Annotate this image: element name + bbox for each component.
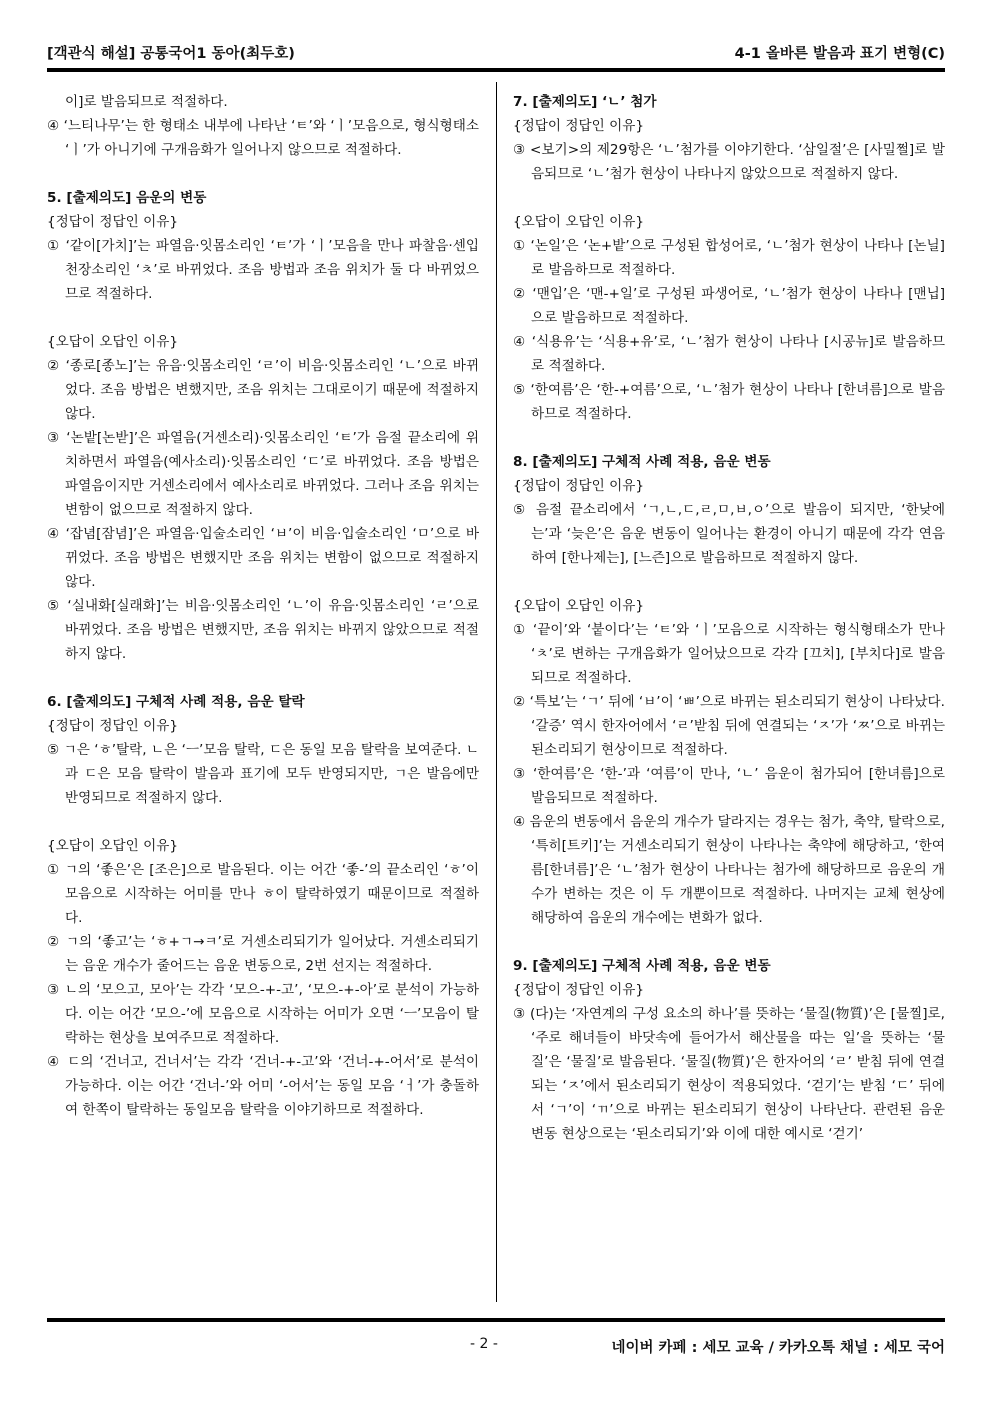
left-column: [47, 90, 479, 1146]
q5-wrong-item: ④ ‘잡념[잠념]’은 파열음·입술소리인 ‘ㅂ’이 비음·입술소리인 ‘ㅁ’으로 바뀌었다. 조음 방법은 변했지만 조음 위치는 변함이 없으므로 적절하지 않다.: [47, 526, 479, 590]
q7-correct-label: {정답이 정답인 이유}: [513, 118, 644, 134]
q8-wrong-label: {오답이 오답인 이유}: [513, 598, 644, 614]
q5-wrong-label: {오답이 오답인 이유}: [47, 334, 178, 350]
q6-wrong-item: ④ ㄷ의 ‘건너고, 건너서’는 각각 ‘건너-+-고’와 ‘건너-+-어서’로 분석이 가능하다. 이는 어간 ‘건너-’와 어미 ‘-어서’는 동일 모음 ‘ㅓ’가 충돌하여 한쪽이 탈락하는 동일모음 탈락을 이야기하므로 적절하다.: [47, 1054, 479, 1118]
q6-section: [47, 690, 479, 810]
q4-continued-text: 이]로 발음되므로 적절하다.: [65, 94, 228, 110]
q7-wrong-section: [513, 210, 945, 426]
header-rule: [47, 68, 945, 72]
q5-wrong-item: ⑤ ‘실내화[실래화]’는 비음·잇몸소리인 ‘ㄴ’이 유음·잇몸소리인 ‘ㄹ’으로 바뀌었다. 조음 방법은 변했지만, 조음 위치는 바뀌지 않았으므로 적절하지 않다.: [47, 598, 479, 662]
q6-wrong-item: ① ㄱ의 ‘좋은’은 [조은]으로 발음된다. 이는 어간 ‘좋-’의 끝소리인 ‘ㅎ’이 모음으로 시작하는 어미를 만나 ㅎ이 탈락하였기 때문이므로 적절하다.: [47, 862, 479, 926]
q5-section: [47, 186, 479, 306]
q6-wrong-item: ③ ㄴ의 ‘모으고, 모아’는 각각 ‘모으-+-고’, ‘모으-+-아’로 분석이 가능하다. 이는 어간 ‘모으-’에 모음으로 시작하는 어미가 오면 ‘ㅡ’모음이 탈락하는 현상을 보여주므로 적절하다.: [47, 982, 479, 1046]
q6-wrong-section: [47, 834, 479, 1122]
q9-title: 9. [출제의도] 구체적 사례 적용, 음운 변동: [513, 958, 771, 974]
q5-correct-label: {정답이 정답인 이유}: [47, 214, 178, 230]
q6-wrong-label: {오답이 오답인 이유}: [47, 838, 178, 854]
q7-wrong-item: ② ‘맨입’은 ‘맨-+일’로 구성된 파생어로, ‘ㄴ’첨가 현상이 나타나 [맨닙]으로 발음하므로 적절하다.: [513, 286, 945, 326]
q7-wrong-item: ④ ‘식용유’는 ‘식용+유’로, ‘ㄴ’첨가 현상이 나타나 [시공뉴]로 발음하므로 적절하다.: [513, 334, 945, 374]
q8-correct-label: {정답이 정답인 이유}: [513, 478, 644, 494]
q8-correct-item: ⑤ 음절 끝소리에서 ‘ㄱ,ㄴ,ㄷ,ㄹ,ㅁ,ㅂ,ㅇ’으로 발음이 되지만, ‘한낮에는’과 ‘늦은’은 음운 변동이 일어나는 환경이 아니기 때문에 각각 연음하여 [한나제는], [느즌]으로 발음하므로 적절하지 않다.: [513, 502, 945, 566]
header-unit: 4-1 올바른 발음과 표기 변형(C): [734, 46, 945, 62]
q7-correct-item: ③ <보기>의 제29항은 ‘ㄴ’첨가를 이야기한다. ‘삼일절’은 [사밀쩔]로 발음되므로 ‘ㄴ’첨가 현상이 나타나지 않았으므로 적절하지 않다.: [513, 142, 945, 182]
q6-wrong-item: ② ㄱ의 ‘좋고’는 ‘ㅎ+ㄱ→ㅋ’로 거센소리되기가 일어났다. 거센소리되기는 음운 개수가 줄어드는 음운 변동으로, 2번 선지는 적절하다.: [47, 934, 479, 974]
q8-section: [513, 450, 945, 570]
q7-title: 7. [출제의도] ‘ㄴ’ 첨가: [513, 94, 657, 110]
q7-section: [513, 90, 945, 186]
column-divider: [496, 82, 497, 1302]
q4-continuation: [47, 90, 479, 162]
q6-correct-label: {정답이 정답인 이유}: [47, 718, 178, 734]
q7-wrong-item: ① ‘논일’은 ‘논+밭’으로 구성된 합성어로, ‘ㄴ’첨가 현상이 나타나 [논닐]로 발음하므로 적절하다.: [513, 238, 945, 278]
q5-wrong-item: ③ ‘논밭[논받]’은 파열음(거센소리)·잇몸소리인 ‘ㅌ’가 음절 끝소리에 위치하면서 파열음(예사소리)·잇몸소리인 ‘ㄷ’로 바뀌었다. 조음 방법은 파열음이지만 거센소리에서 예사소리로 바뀌었다. 그러나 조음 위치는 변함이 없으므로 적절하지 않다.: [47, 430, 479, 518]
q8-wrong-item: ③ ‘한여름’은 ‘한-’과 ‘여름’이 만나, ‘ㄴ’ 음운이 첨가되어 [한녀름]으로 발음되므로 적절하다.: [513, 766, 945, 806]
footer-channel-info: 네이버 카페 : 세모 교육 / 카카오톡 채널 : 세모 국어: [611, 1340, 945, 1356]
q8-title: 8. [출제의도] 구체적 사례 적용, 음운 변동: [513, 454, 771, 470]
q9-correct-item: ③ (다)는 ‘자연계의 구성 요소의 하나’를 뜻하는 ‘물질(物質)’은 [물찔]로, ‘주로 해녀들이 바닷속에 들어가서 해산물을 따는 일’을 뜻하는 ‘물질’은 ‘물질’로 발음된다. ‘물질(物質)’은 한자어의 ‘ㄹ’ 받침 뒤에 연결되는 ‘ㅈ’에서 된소리되기 현상이 적용되었다. ‘걷기’는 받침 ‘ㄷ’ 뒤에서 ‘ㄱ’이 ‘ㄲ’으로 바뀌는 된소리되기 현상이 나타난다. 관련된 음운 변동 현상으로는 ‘된소리되기’와 이에 대한 예시로 ‘걷기’: [513, 1006, 945, 1142]
q5-title: 5. [출제의도] 음운의 변동: [47, 190, 207, 206]
q5-wrong-section: [47, 330, 479, 666]
q9-section: [513, 954, 945, 1146]
q6-title: 6. [출제의도] 구체적 사례 적용, 음운 탈락: [47, 694, 305, 710]
q8-wrong-item: ④ 음운의 변동에서 음운의 개수가 달라지는 경우는 첨가, 축약, 탈락으로, ‘특히[트키]’는 거센소리되기 현상이 나타나는 축약에 해당하고, ‘한여름[한녀름]’은 ‘ㄴ’첨가 현상이 나타나는 첨가에 해당하므로 음운의 개수가 변하는 것은 이 두 개뿐이므로 적절하다. 나머지는 교체 현상에 해당하여 음운의 개수에는 변화가 없다.: [513, 814, 945, 926]
q5-correct-item: ① ‘같이[가치]’는 파열음·잇몸소리인 ‘ㅌ’가 ‘ㅣ’모음을 만나 파찰음·센입천장소리인 ‘ㅊ’로 바뀌었다. 조음 방법과 조음 위치가 둘 다 바뀌었으므로 적절하다.: [47, 238, 479, 302]
q8-wrong-section: [513, 594, 945, 930]
q8-wrong-item: ① ‘끝이’와 ‘붙이다’는 ‘ㅌ’와 ‘ㅣ’모음으로 시작하는 형식형태소가 만나 ‘ㅊ’로 변하는 구개음화가 일어났으므로 각각 [끄치], [부치다]로 발음되므로 적절하다.: [513, 622, 945, 686]
page-number: - 2 -: [470, 1336, 498, 1352]
q7-wrong-label: {오답이 오답인 이유}: [513, 214, 644, 230]
right-column: [513, 90, 945, 1170]
header-title: [객관식 해설] 공통국어1 동아(최두호): [47, 46, 295, 62]
q7-wrong-item: ⑤ ‘한여름’은 ‘한-+여름’으로, ‘ㄴ’첨가 현상이 나타나 [한녀름]으로 발음하므로 적절하다.: [513, 382, 945, 422]
q8-wrong-item: ② ‘특보’는 ‘ㄱ’ 뒤에 ‘ㅂ’이 ‘ㅃ’으로 바뀌는 된소리되기 현상이 나타났다. ‘갈증’ 역시 한자어에서 ‘ㄹ’받침 뒤에 연결되는 ‘ㅈ’가 ‘ㅉ’으로 바뀌는 된소리되기 현상이므로 적절하다.: [513, 694, 945, 758]
footer-rule: [47, 1318, 945, 1322]
page-header: [47, 38, 945, 64]
q6-correct-item: ⑤ ㄱ은 ‘ㅎ’탈락, ㄴ은 ‘ㅡ’모음 탈락, ㄷ은 동일 모음 탈락을 보여준다. ㄴ과 ㄷ은 모음 탈락이 발음과 표기에 모두 반영되지만, ㄱ은 발음에만 반영되므로 적절하지 않다.: [47, 742, 479, 806]
q9-correct-label: {정답이 정답인 이유}: [513, 982, 644, 998]
q4-wrong-item-4: ④ ‘느티나무’는 한 형태소 내부에 나타난 ‘ㅌ’와 ‘ㅣ’모음으로, 형식형태소 ‘ㅣ’가 아니기에 구개음화가 일어나지 않으므로 적절하다.: [47, 118, 479, 158]
q5-wrong-item: ② ‘종로[종노]’는 유음·잇몸소리인 ‘ㄹ’이 비음·잇몸소리인 ‘ㄴ’으로 바뀌었다. 조음 방법은 변했지만, 조음 위치는 그대로이기 때문에 적절하지 않다.: [47, 358, 479, 422]
